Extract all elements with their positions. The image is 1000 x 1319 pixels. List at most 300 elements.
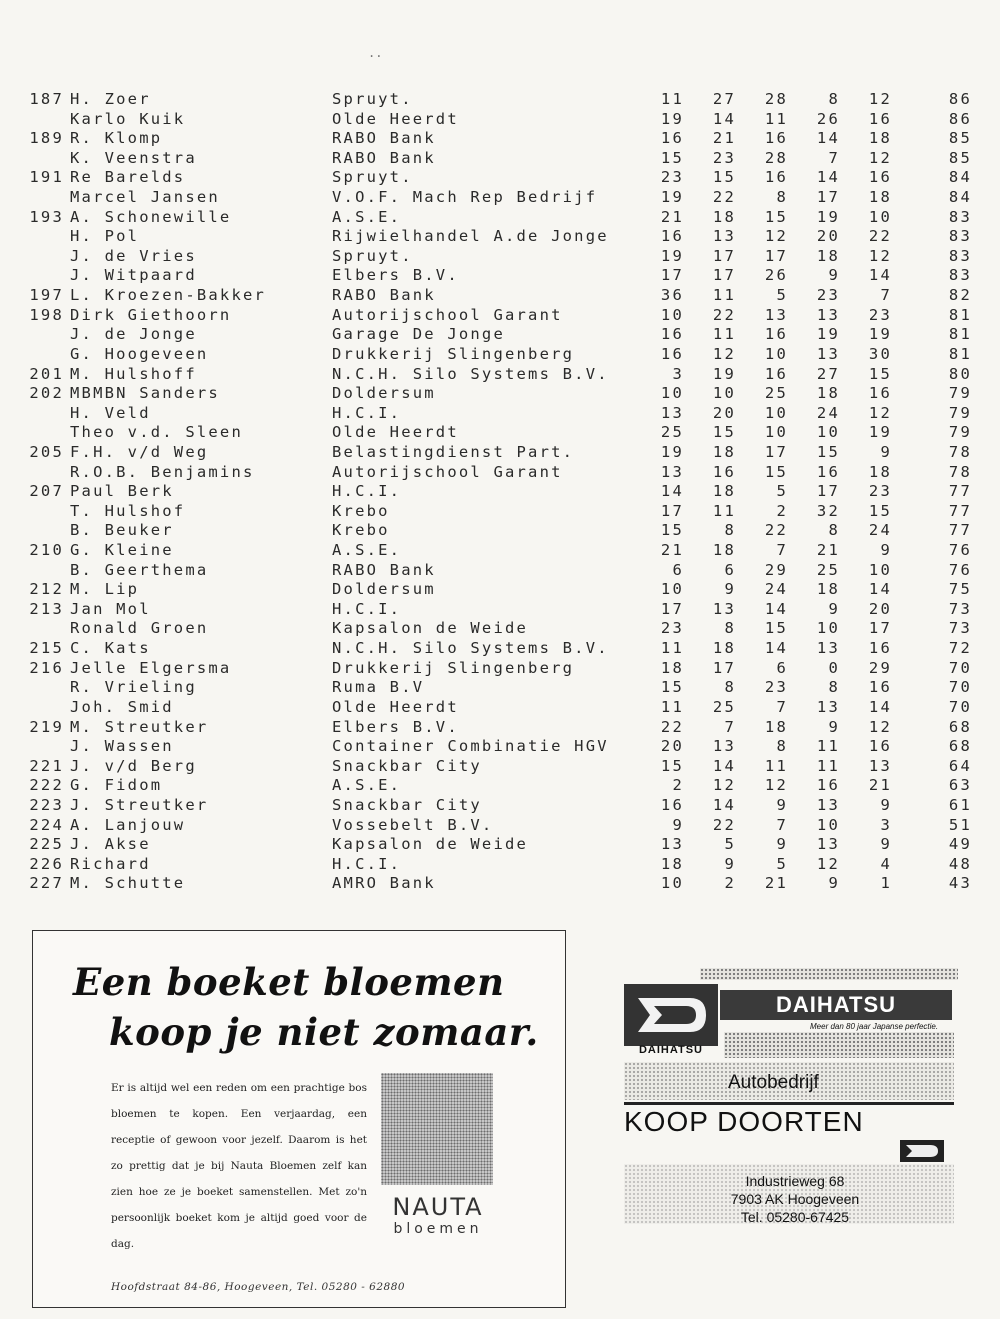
rank-cell: 224 xyxy=(29,815,64,834)
table-row xyxy=(22,266,982,286)
name-cell: Marcel Jansen xyxy=(70,188,220,207)
table-row xyxy=(22,580,982,600)
score-cell: 8 xyxy=(776,737,788,756)
club-cell: Garage De Jonge xyxy=(332,325,505,344)
score-cell: 22 xyxy=(868,227,892,246)
score-cell: 22 xyxy=(712,305,736,324)
score-cell: 14 xyxy=(712,795,736,814)
daihatsu-slogan: Meer dan 80 jaar Japanse perfectie. xyxy=(810,1022,939,1031)
score-cell: 13 xyxy=(660,462,684,481)
score-cell: 23 xyxy=(660,168,684,187)
rank-cell: 226 xyxy=(29,854,64,873)
score-cell: 25 xyxy=(816,560,840,579)
club-cell: V.O.F. Mach Rep Bedrijf xyxy=(332,188,598,207)
score-cell: 14 xyxy=(816,168,840,187)
score-cell: 17 xyxy=(764,442,788,461)
total-cell: 79 xyxy=(948,403,972,422)
table-row xyxy=(22,306,982,326)
name-cell: Richard xyxy=(70,854,151,873)
score-cell: 23 xyxy=(764,678,788,697)
garage-city: 7903 AK Hoogeveen xyxy=(730,1191,860,1207)
club-cell: Drukkerij Slingenberg xyxy=(332,344,575,363)
rank-cell: 205 xyxy=(29,442,64,461)
score-cell: 21 xyxy=(816,541,840,560)
table-row xyxy=(22,247,982,267)
score-cell: 16 xyxy=(868,168,892,187)
daihatsu-logo-icon xyxy=(624,984,718,1046)
name-cell: C. Kats xyxy=(70,639,151,658)
score-cell: 14 xyxy=(868,580,892,599)
table-row xyxy=(22,541,982,561)
score-cell: 7 xyxy=(724,717,736,736)
total-cell: 68 xyxy=(948,717,972,736)
score-cell: 11 xyxy=(816,756,840,775)
garage-phone: Tel. 05280-67425 xyxy=(740,1209,850,1225)
score-cell: 28 xyxy=(764,148,788,167)
rank-cell: 216 xyxy=(29,658,64,677)
club-cell: Kapsalon de Weide xyxy=(332,619,529,638)
total-cell: 64 xyxy=(948,756,972,775)
score-cell: 12 xyxy=(868,148,892,167)
total-cell: 43 xyxy=(948,874,972,893)
table-row xyxy=(22,423,982,443)
score-cell: 22 xyxy=(660,717,684,736)
rank-cell: 215 xyxy=(29,639,64,658)
score-cell: 4 xyxy=(880,854,892,873)
score-cell: 19 xyxy=(868,325,892,344)
score-cell: 9 xyxy=(724,854,736,873)
table-row xyxy=(22,345,982,365)
score-cell: 29 xyxy=(764,560,788,579)
name-cell: H. Zoer xyxy=(70,90,151,108)
score-cell: 17 xyxy=(764,246,788,265)
name-cell: R. Vrieling xyxy=(70,678,197,697)
name-cell: M. Hulshoff xyxy=(70,364,197,383)
total-cell: 70 xyxy=(948,678,972,697)
table-row xyxy=(22,325,982,345)
total-cell: 61 xyxy=(948,795,972,814)
name-cell: J. Wassen xyxy=(70,737,174,756)
club-cell: A.S.E. xyxy=(332,207,402,226)
rank-cell: 197 xyxy=(29,286,64,305)
table-row xyxy=(22,816,982,836)
score-cell: 15 xyxy=(868,364,892,383)
total-cell: 80 xyxy=(948,364,972,383)
score-cell: 10 xyxy=(816,423,840,442)
score-cell: 15 xyxy=(868,501,892,520)
total-cell: 82 xyxy=(948,286,972,305)
rank-cell: 223 xyxy=(29,795,64,814)
score-cell: 12 xyxy=(868,717,892,736)
score-cell: 25 xyxy=(712,697,736,716)
nauta-logo-name: NAUTA xyxy=(392,1193,484,1221)
score-cell: 17 xyxy=(712,266,736,285)
score-cell: 18 xyxy=(712,442,736,461)
score-cell: 18 xyxy=(816,384,840,403)
name-cell: Dirk Giethoorn xyxy=(70,305,232,324)
score-cell: 16 xyxy=(764,364,788,383)
score-cell: 19 xyxy=(660,246,684,265)
club-cell: RABO Bank xyxy=(332,286,436,305)
total-cell: 73 xyxy=(948,599,972,618)
total-cell: 83 xyxy=(948,227,972,246)
nauta-headline xyxy=(73,957,539,1057)
rank-cell: 191 xyxy=(29,168,64,187)
score-cell: 13 xyxy=(816,639,840,658)
club-cell: Container Combinatie HGV xyxy=(332,737,609,756)
score-cell: 13 xyxy=(660,403,684,422)
club-cell: Snackbar City xyxy=(332,756,482,775)
club-cell: Doldersum xyxy=(332,384,436,403)
club-cell: Autorijschool Garant xyxy=(332,462,563,481)
score-cell: 5 xyxy=(724,835,736,854)
score-cell: 23 xyxy=(868,482,892,501)
score-cell: 18 xyxy=(712,541,736,560)
rank-cell: 227 xyxy=(29,874,64,893)
name-cell: Re Barelds xyxy=(70,168,186,187)
score-cell: 17 xyxy=(816,188,840,207)
table-row xyxy=(22,776,982,796)
score-cell: 27 xyxy=(816,364,840,383)
score-cell: 22 xyxy=(712,815,736,834)
rank-cell: 207 xyxy=(29,482,64,501)
rank-cell: 212 xyxy=(29,580,64,599)
score-cell: 23 xyxy=(660,619,684,638)
score-cell: 22 xyxy=(764,521,788,540)
score-cell: 13 xyxy=(712,599,736,618)
total-cell: 81 xyxy=(948,344,972,363)
club-cell: RABO Bank xyxy=(332,129,436,148)
club-cell: Drukkerij Slingenberg xyxy=(332,658,575,677)
table-row xyxy=(22,561,982,581)
score-cell: 25 xyxy=(764,384,788,403)
rank-cell: 219 xyxy=(29,717,64,736)
total-cell: 70 xyxy=(948,697,972,716)
total-cell: 83 xyxy=(948,246,972,265)
score-cell: 14 xyxy=(764,599,788,618)
score-cell: 18 xyxy=(764,717,788,736)
total-cell: 73 xyxy=(948,619,972,638)
score-cell: 12 xyxy=(868,246,892,265)
total-cell: 81 xyxy=(948,325,972,344)
score-cell: 10 xyxy=(816,619,840,638)
score-cell: 11 xyxy=(764,109,788,128)
score-cell: 5 xyxy=(776,286,788,305)
score-cell: 10 xyxy=(712,384,736,403)
nauta-headline-line-2: koop je niet zomaar. xyxy=(109,1010,539,1054)
score-cell: 15 xyxy=(660,756,684,775)
table-row xyxy=(22,698,982,718)
total-cell: 86 xyxy=(948,109,972,128)
score-cell: 18 xyxy=(816,246,840,265)
score-cell: 23 xyxy=(712,148,736,167)
score-cell: 7 xyxy=(880,286,892,305)
score-cell: 21 xyxy=(764,874,788,893)
rank-cell: 198 xyxy=(29,305,64,324)
score-cell: 13 xyxy=(816,697,840,716)
daihatsu-banner: DAIHATSU xyxy=(720,990,952,1020)
table-row xyxy=(22,639,982,659)
table-row xyxy=(22,168,982,188)
garage-street: Industrieweg 68 xyxy=(745,1173,845,1189)
score-cell: 16 xyxy=(816,462,840,481)
score-cell: 13 xyxy=(712,737,736,756)
score-cell: 21 xyxy=(868,776,892,795)
table-row xyxy=(22,482,982,502)
score-cell: 22 xyxy=(712,188,736,207)
score-cell: 10 xyxy=(660,580,684,599)
score-cell: 10 xyxy=(764,403,788,422)
divider xyxy=(624,1102,954,1105)
score-cell: 6 xyxy=(776,658,788,677)
score-cell: 0 xyxy=(828,658,840,677)
score-cell: 16 xyxy=(660,325,684,344)
score-cell: 6 xyxy=(724,560,736,579)
table-row xyxy=(22,365,982,385)
name-cell: L. Kroezen-Bakker xyxy=(70,286,267,305)
total-cell: 76 xyxy=(948,560,972,579)
score-cell: 14 xyxy=(712,756,736,775)
score-cell: 14 xyxy=(764,639,788,658)
garage-name: KOOP DOORTEN xyxy=(624,1106,864,1137)
top-mark: .. xyxy=(368,46,383,60)
score-cell: 19 xyxy=(660,109,684,128)
score-cell: 15 xyxy=(660,148,684,167)
rank-cell: 222 xyxy=(29,776,64,795)
garage-address xyxy=(720,1172,870,1226)
table-row xyxy=(22,286,982,306)
score-cell: 8 xyxy=(828,90,840,108)
score-cell: 9 xyxy=(724,580,736,599)
name-cell: K. Veenstra xyxy=(70,148,197,167)
score-cell: 23 xyxy=(816,286,840,305)
total-cell: 75 xyxy=(948,580,972,599)
score-cell: 9 xyxy=(880,442,892,461)
score-cell: 16 xyxy=(764,129,788,148)
name-cell: Jelle Elgersma xyxy=(70,658,232,677)
name-cell: F.H. v/d Weg xyxy=(70,442,209,461)
score-cell: 12 xyxy=(712,776,736,795)
name-cell: R.O.B. Benjamins xyxy=(70,462,255,481)
score-cell: 18 xyxy=(712,639,736,658)
score-cell: 7 xyxy=(828,148,840,167)
table-row xyxy=(22,463,982,483)
score-cell: 18 xyxy=(660,658,684,677)
score-cell: 19 xyxy=(660,442,684,461)
club-cell: Spruyt. xyxy=(332,90,413,108)
score-cell: 15 xyxy=(660,521,684,540)
score-cell: 13 xyxy=(816,835,840,854)
score-cell: 30 xyxy=(868,344,892,363)
name-cell: H. Pol xyxy=(70,227,140,246)
club-cell: Ruma B.V xyxy=(332,678,425,697)
nauta-headline-line-1: Een boeket bloemen xyxy=(73,960,505,1004)
score-cell: 10 xyxy=(660,874,684,893)
score-cell: 17 xyxy=(712,658,736,677)
table-row xyxy=(22,835,982,855)
score-cell: 9 xyxy=(776,795,788,814)
rank-cell: 193 xyxy=(29,207,64,226)
rank-cell: 221 xyxy=(29,756,64,775)
club-cell: Belastingdienst Part. xyxy=(332,442,575,461)
score-cell: 16 xyxy=(660,129,684,148)
rank-cell: 189 xyxy=(29,129,64,148)
score-cell: 8 xyxy=(776,188,788,207)
score-cell: 12 xyxy=(816,854,840,873)
table-row xyxy=(22,855,982,875)
nauta-logo-sub: bloemen xyxy=(393,1221,483,1237)
score-cell: 17 xyxy=(660,501,684,520)
table-row xyxy=(22,521,982,541)
club-cell: H.C.I. xyxy=(332,599,402,618)
score-cell: 3 xyxy=(672,364,684,383)
score-cell: 21 xyxy=(660,207,684,226)
score-cell: 17 xyxy=(868,619,892,638)
name-cell: Karlo Kuik xyxy=(70,109,186,128)
name-cell: J. Akse xyxy=(70,835,151,854)
score-cell: 11 xyxy=(816,737,840,756)
score-cell: 7 xyxy=(776,815,788,834)
total-cell: 77 xyxy=(948,482,972,501)
score-cell: 28 xyxy=(764,90,788,108)
score-cell: 10 xyxy=(868,207,892,226)
score-cell: 8 xyxy=(828,521,840,540)
club-cell: Rijwielhandel A.de Jonge xyxy=(332,227,609,246)
total-cell: 48 xyxy=(948,854,972,873)
score-cell: 9 xyxy=(776,835,788,854)
total-cell: 78 xyxy=(948,462,972,481)
score-cell: 13 xyxy=(868,756,892,775)
score-cell: 14 xyxy=(868,697,892,716)
total-cell: 79 xyxy=(948,423,972,442)
score-cell: 8 xyxy=(724,619,736,638)
name-cell: Ronald Groen xyxy=(70,619,209,638)
score-cell: 13 xyxy=(712,227,736,246)
table-row xyxy=(22,443,982,463)
name-cell: J. v/d Berg xyxy=(70,756,197,775)
name-cell: A. Lanjouw xyxy=(70,815,186,834)
club-cell: Spruyt. xyxy=(332,246,413,265)
score-cell: 11 xyxy=(660,90,684,108)
nauta-address: Hoofdstraat 84-86, Hoogeveen, Tel. 05280 - 62880 xyxy=(111,1281,406,1293)
club-cell: Olde Heerdt xyxy=(332,697,459,716)
score-cell: 18 xyxy=(660,854,684,873)
score-cell: 25 xyxy=(660,423,684,442)
club-cell: Spruyt. xyxy=(332,168,413,187)
score-cell: 10 xyxy=(764,344,788,363)
score-cell: 9 xyxy=(672,815,684,834)
score-cell: 19 xyxy=(660,188,684,207)
total-cell: 83 xyxy=(948,266,972,285)
score-cell: 19 xyxy=(816,325,840,344)
score-cell: 16 xyxy=(868,384,892,403)
score-cell: 9 xyxy=(828,874,840,893)
name-cell: Joh. Smid xyxy=(70,697,174,716)
total-cell: 77 xyxy=(948,521,972,540)
name-cell: G. Fidom xyxy=(70,776,163,795)
score-cell: 9 xyxy=(828,266,840,285)
score-cell: 18 xyxy=(712,207,736,226)
table-row xyxy=(22,737,982,757)
total-cell: 86 xyxy=(948,90,972,108)
score-cell: 32 xyxy=(816,501,840,520)
club-cell: N.C.H. Silo Systems B.V. xyxy=(332,639,609,658)
club-cell: Autorijschool Garant xyxy=(332,305,563,324)
rank-cell: 225 xyxy=(29,835,64,854)
score-cell: 18 xyxy=(868,462,892,481)
score-cell: 2 xyxy=(724,874,736,893)
name-cell: G. Kleine xyxy=(70,541,174,560)
total-cell: 78 xyxy=(948,442,972,461)
score-cell: 23 xyxy=(868,305,892,324)
score-cell: 24 xyxy=(868,521,892,540)
total-cell: 83 xyxy=(948,207,972,226)
table-row xyxy=(22,208,982,228)
total-cell: 84 xyxy=(948,188,972,207)
rank-cell: 210 xyxy=(29,541,64,560)
score-cell: 17 xyxy=(712,246,736,265)
score-cell: 5 xyxy=(776,854,788,873)
table-row xyxy=(22,188,982,208)
score-cell: 14 xyxy=(816,129,840,148)
score-cell: 10 xyxy=(816,815,840,834)
total-cell: 49 xyxy=(948,835,972,854)
total-cell: 81 xyxy=(948,305,972,324)
score-cell: 11 xyxy=(660,639,684,658)
score-cell: 16 xyxy=(660,227,684,246)
score-cell: 20 xyxy=(660,737,684,756)
score-cell: 19 xyxy=(712,364,736,383)
score-cell: 13 xyxy=(816,795,840,814)
name-cell: T. Hulshof xyxy=(70,501,186,520)
score-cell: 10 xyxy=(868,560,892,579)
score-cell: 12 xyxy=(868,90,892,108)
score-cell: 14 xyxy=(868,266,892,285)
table-row xyxy=(22,227,982,247)
daihatsu-logo-caption: DAIHATSU xyxy=(638,1044,703,1056)
club-cell: Snackbar City xyxy=(332,795,482,814)
club-cell: Elbers B.V. xyxy=(332,717,459,736)
total-cell: 79 xyxy=(948,384,972,403)
table-row xyxy=(22,659,982,679)
total-cell: 77 xyxy=(948,501,972,520)
score-cell: 24 xyxy=(764,580,788,599)
table-row xyxy=(22,149,982,169)
name-cell: MBMBN Sanders xyxy=(70,384,220,403)
name-cell: J. de Vries xyxy=(70,246,197,265)
nauta-body-text: Er is altijd wel een reden om een prachtige bos bloemen te kopen. Een verjaardag, een receptie of gewoon voor jezelf. Daarom is het zo prettig dat je bij Nauta Bloemen zelf kan zien hoe ze je boeket samenstellen. Met zo'n persoonlijk boeket kom je altijd goed voor de dag. xyxy=(111,1082,367,1250)
total-cell: 85 xyxy=(948,148,972,167)
club-cell: N.C.H. Silo Systems B.V. xyxy=(332,364,609,383)
score-cell: 11 xyxy=(764,756,788,775)
rank-cell: 187 xyxy=(29,90,64,108)
daihatsu-advertisement xyxy=(620,968,960,1268)
score-cell: 12 xyxy=(712,344,736,363)
club-cell: Vossebelt B.V. xyxy=(332,815,494,834)
score-cell: 15 xyxy=(764,207,788,226)
score-cell: 17 xyxy=(816,482,840,501)
score-cell: 36 xyxy=(660,286,684,305)
score-cell: 19 xyxy=(868,423,892,442)
club-cell: Krebo xyxy=(332,501,390,520)
score-cell: 24 xyxy=(816,403,840,422)
total-cell: 85 xyxy=(948,129,972,148)
table-row xyxy=(22,874,982,894)
score-cell: 13 xyxy=(816,344,840,363)
score-cell: 15 xyxy=(712,168,736,187)
name-cell: Jan Mol xyxy=(70,599,151,618)
club-cell: Doldersum xyxy=(332,580,436,599)
